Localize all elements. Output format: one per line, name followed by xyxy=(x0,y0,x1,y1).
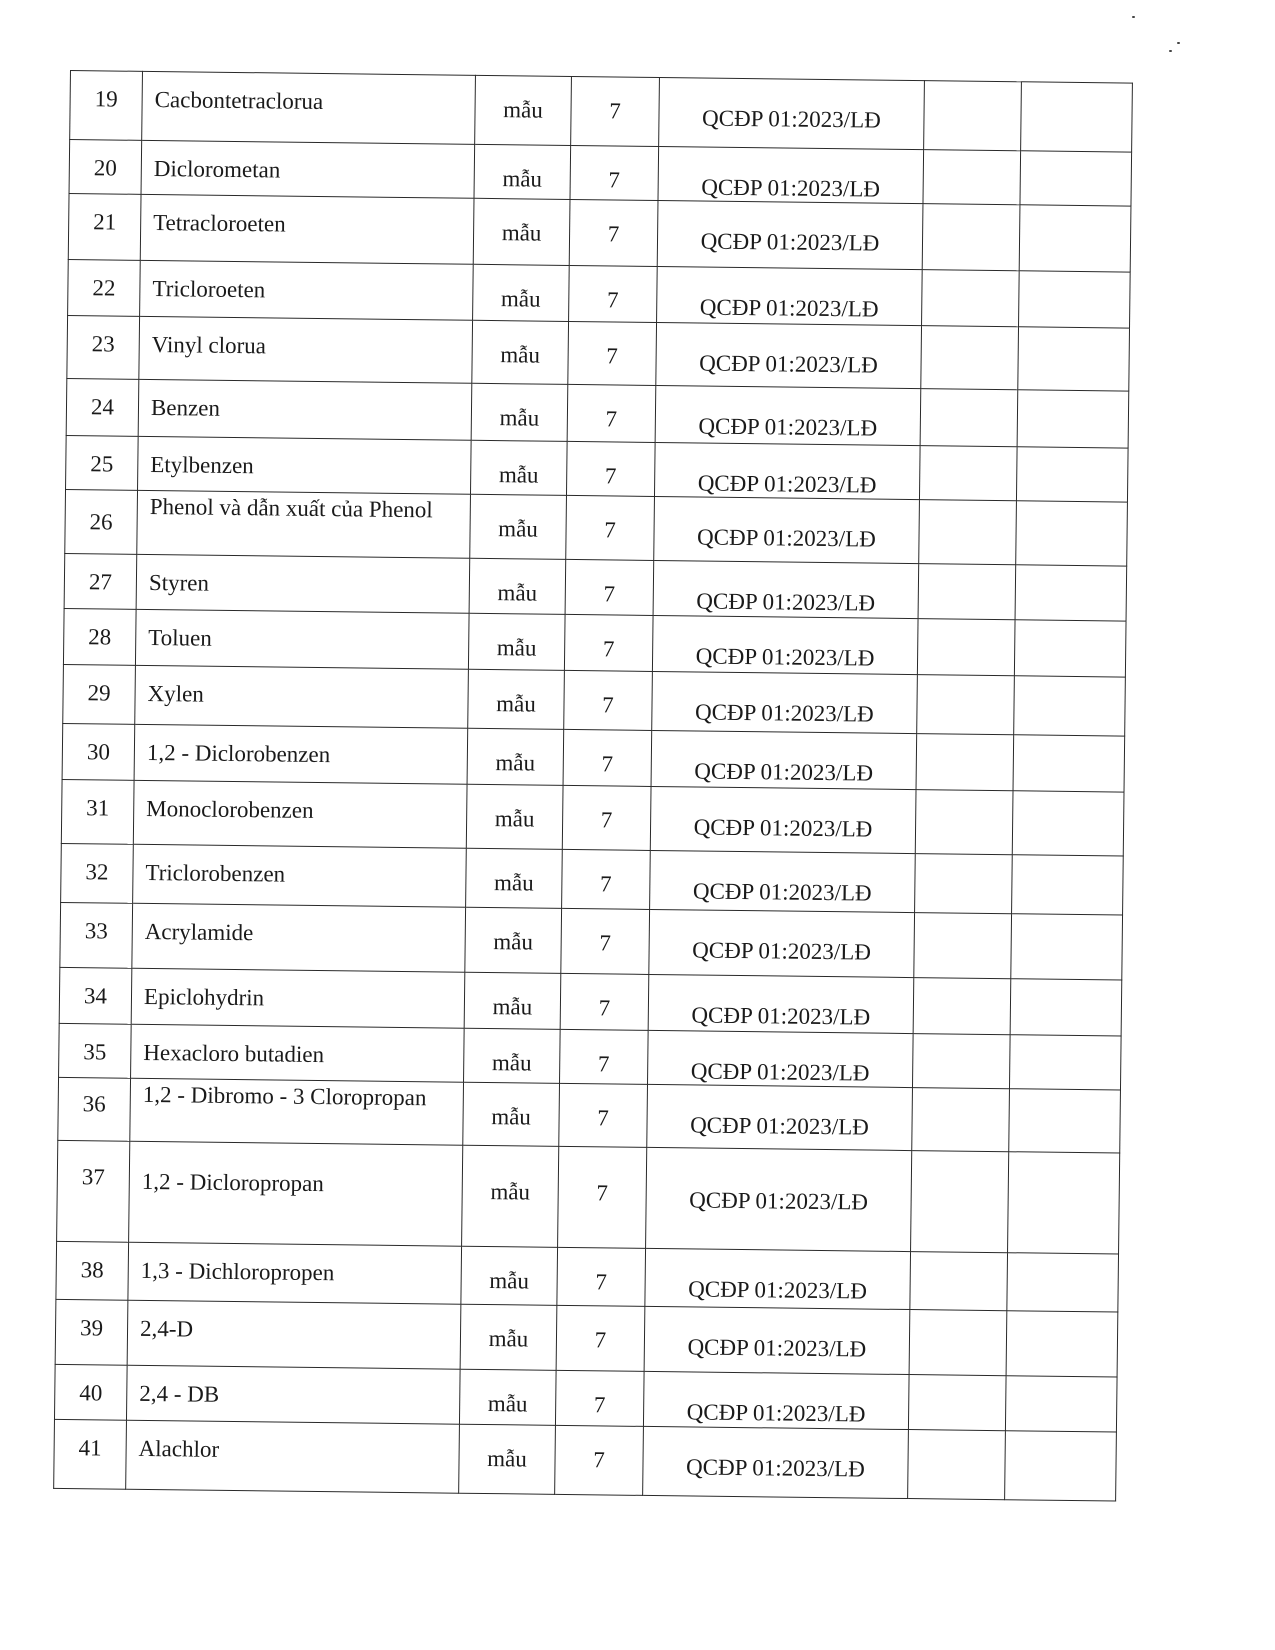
quantity-cell: 7 xyxy=(561,908,650,974)
empty-cell xyxy=(913,978,1011,1035)
row-number: 24 xyxy=(66,378,139,436)
standard-cell: QCĐP 01:2023/LĐ xyxy=(645,1248,911,1309)
standard-cell: QCĐP 01:2023/LĐ xyxy=(646,1147,912,1251)
row-number: 27 xyxy=(64,553,137,609)
quantity-cell: 7 xyxy=(566,441,655,496)
empty-cell xyxy=(1015,565,1127,621)
table-row xyxy=(57,1140,1120,1254)
standard-cell: QCĐP 01:2023/LĐ xyxy=(657,266,923,325)
row-number: 21 xyxy=(68,193,141,260)
empty-cell xyxy=(1013,735,1125,792)
unit-cell: mẫu xyxy=(474,144,571,199)
parameter-name: 1,2 - Dicloropropan xyxy=(129,1141,463,1246)
empty-cell xyxy=(923,150,1021,205)
parameter-name: Toluen xyxy=(135,609,469,669)
empty-cell xyxy=(908,1375,1006,1431)
table-row xyxy=(54,1419,1117,1501)
empty-cell xyxy=(909,1310,1007,1376)
quantity-cell: 7 xyxy=(566,495,655,560)
empty-cell xyxy=(915,790,1013,855)
parameter-name: Epiclohydrin xyxy=(131,968,465,1028)
empty-cell xyxy=(922,270,1020,327)
empty-cell xyxy=(1021,82,1133,152)
empty-cell xyxy=(1016,501,1128,566)
quantity-cell: 7 xyxy=(563,729,652,786)
row-number: 23 xyxy=(67,315,140,379)
quantity-cell: 7 xyxy=(560,1029,649,1084)
parameter-name: Alachlor xyxy=(126,1420,460,1493)
standard-cell: QCĐP 01:2023/LĐ xyxy=(658,146,924,203)
empty-cell xyxy=(1019,205,1131,272)
row-number: 31 xyxy=(61,779,134,844)
table-row xyxy=(68,193,1131,272)
standard-cell: QCĐP 01:2023/LĐ xyxy=(652,671,918,733)
row-number: 34 xyxy=(59,967,132,1024)
quantity-cell: 7 xyxy=(570,145,659,200)
standard-cell: QCĐP 01:2023/LĐ xyxy=(654,442,920,499)
parameter-table-container xyxy=(53,70,1132,1502)
standard-cell: QCĐP 01:2023/LĐ xyxy=(643,1426,909,1498)
row-number: 35 xyxy=(59,1023,132,1078)
empty-cell xyxy=(917,619,1015,676)
empty-cell xyxy=(915,854,1013,914)
empty-cell xyxy=(919,500,1017,565)
scan-speck xyxy=(1177,42,1180,44)
unit-cell: mẫu xyxy=(469,558,566,614)
quantity-cell: 7 xyxy=(562,785,651,850)
parameter-name: Hexacloro butadien xyxy=(131,1024,465,1082)
unit-cell: mẫu xyxy=(464,1028,561,1083)
parameter-name: Styren xyxy=(136,554,470,613)
standard-cell: QCĐP 01:2023/LĐ xyxy=(652,615,918,674)
row-number: 36 xyxy=(58,1077,131,1141)
quantity-cell: 7 xyxy=(564,670,653,730)
row-number: 38 xyxy=(56,1241,129,1300)
row-number: 39 xyxy=(55,1299,128,1365)
parameter-name: Tetracloroeten xyxy=(140,194,474,264)
empty-cell xyxy=(922,204,1020,271)
standard-cell: QCĐP 01:2023/LĐ xyxy=(649,909,915,977)
unit-cell: mẫu xyxy=(462,1145,559,1247)
empty-cell xyxy=(1014,620,1126,677)
empty-cell xyxy=(1008,1152,1120,1254)
unit-cell: mẫu xyxy=(473,198,570,265)
quantity-cell: 7 xyxy=(555,1370,644,1426)
standard-cell: QCĐP 01:2023/LĐ xyxy=(651,730,917,789)
quantity-cell: 7 xyxy=(564,614,653,671)
row-number: 28 xyxy=(63,608,136,665)
empty-cell xyxy=(1020,151,1132,206)
unit-cell: mẫu xyxy=(466,784,563,849)
empty-cell xyxy=(1009,1089,1121,1153)
parameter-name: Monoclorobenzen xyxy=(133,780,467,848)
table-row xyxy=(70,71,1133,153)
empty-cell xyxy=(919,446,1017,501)
unit-cell: mẫu xyxy=(473,264,570,321)
parameter-table xyxy=(53,70,1133,1502)
unit-cell: mẫu xyxy=(470,440,567,495)
parameter-name: Benzen xyxy=(138,379,472,440)
quantity-cell: 7 xyxy=(569,199,658,266)
row-number: 26 xyxy=(65,489,138,554)
unit-cell: mẫu xyxy=(468,669,565,729)
empty-cell xyxy=(1010,979,1122,1036)
standard-cell: QCĐP 01:2023/LĐ xyxy=(650,786,916,853)
parameter-name: Etylbenzen xyxy=(138,436,472,494)
parameter-name: Phenol và dẫn xuất của Phenol xyxy=(137,490,471,558)
unit-cell: mẫu xyxy=(471,383,568,441)
quantity-cell: 7 xyxy=(555,1425,644,1495)
empty-cell xyxy=(1019,271,1131,328)
unit-cell: mẫu xyxy=(459,1369,556,1425)
standard-cell: QCĐP 01:2023/LĐ xyxy=(650,850,916,912)
row-number: 32 xyxy=(61,843,134,903)
standard-cell: QCĐP 01:2023/LĐ xyxy=(653,560,919,618)
quantity-cell: 7 xyxy=(556,1305,645,1371)
standard-cell: QCĐP 01:2023/LĐ xyxy=(657,200,923,269)
empty-cell xyxy=(912,1034,1010,1089)
standard-cell: QCĐP 01:2023/LĐ xyxy=(644,1306,910,1374)
empty-cell xyxy=(910,1252,1008,1311)
empty-cell xyxy=(917,675,1015,735)
parameter-name: Cacbontetraclorua xyxy=(142,71,476,144)
standard-cell: QCĐP 01:2023/LĐ xyxy=(648,974,914,1033)
standard-cell: QCĐP 01:2023/LĐ xyxy=(643,1371,909,1429)
standard-cell: QCĐP 01:2023/LĐ xyxy=(656,322,922,388)
unit-cell: mẫu xyxy=(467,728,564,785)
row-number: 29 xyxy=(63,664,136,724)
parameter-name: 1,3 - Dichloropropen xyxy=(128,1242,462,1304)
table-body xyxy=(54,71,1133,1502)
unit-cell: mẫu xyxy=(468,613,565,670)
standard-cell: QCĐP 01:2023/LĐ xyxy=(648,1030,914,1087)
empty-cell xyxy=(1011,914,1123,980)
parameter-name: Diclorometan xyxy=(141,140,475,198)
empty-cell xyxy=(1007,1253,1119,1312)
quantity-cell: 7 xyxy=(565,559,654,615)
parameter-name: 2,4 - DB xyxy=(126,1365,460,1424)
parameter-name: 1,2 - Diclorobenzen xyxy=(134,724,468,784)
unit-cell: mẫu xyxy=(463,1082,560,1146)
parameter-name: Tricloroeten xyxy=(140,260,474,320)
empty-cell xyxy=(1016,447,1128,502)
empty-cell xyxy=(1012,791,1124,856)
empty-cell xyxy=(1014,676,1126,736)
parameter-name: Acrylamide xyxy=(132,903,466,972)
quantity-cell: 7 xyxy=(567,384,656,442)
unit-cell: mẫu xyxy=(464,972,561,1029)
empty-cell xyxy=(1006,1311,1118,1377)
empty-cell xyxy=(908,1430,1006,1500)
quantity-cell: 7 xyxy=(571,76,660,146)
empty-cell xyxy=(1018,327,1130,391)
quantity-cell: 7 xyxy=(560,973,649,1030)
standard-cell: QCĐP 01:2023/LĐ xyxy=(654,496,920,563)
parameter-name: 2,4-D xyxy=(127,1300,461,1369)
quantity-cell: 7 xyxy=(557,1247,646,1306)
standard-cell: QCĐP 01:2023/LĐ xyxy=(655,385,921,445)
empty-cell xyxy=(911,1151,1009,1253)
unit-cell: mẫu xyxy=(466,848,563,908)
unit-cell: mẫu xyxy=(460,1304,557,1370)
standard-cell: QCĐP 01:2023/LĐ xyxy=(659,77,925,149)
unit-cell: mẫu xyxy=(475,75,572,145)
empty-cell xyxy=(1012,855,1124,915)
unit-cell: mẫu xyxy=(472,320,569,384)
empty-cell xyxy=(921,326,1019,390)
empty-cell xyxy=(920,389,1018,447)
empty-cell xyxy=(1005,1431,1117,1501)
empty-cell xyxy=(916,734,1014,791)
row-number: 20 xyxy=(69,140,142,195)
unit-cell: mẫu xyxy=(470,494,567,559)
unit-cell: mẫu xyxy=(465,907,562,973)
scan-speck xyxy=(1169,50,1172,52)
row-number: 41 xyxy=(54,1419,127,1489)
row-number: 19 xyxy=(70,71,143,141)
quantity-cell: 7 xyxy=(558,1146,647,1248)
row-number: 40 xyxy=(54,1364,127,1420)
empty-cell xyxy=(912,1088,1010,1152)
parameter-name: 1,2 - Dibromo - 3 Cloropropan xyxy=(130,1078,464,1145)
unit-cell: mẫu xyxy=(459,1424,556,1494)
empty-cell xyxy=(1017,390,1129,448)
parameter-name: Triclorobenzen xyxy=(133,844,467,907)
row-number: 37 xyxy=(57,1140,130,1242)
empty-cell xyxy=(918,564,1016,620)
quantity-cell: 7 xyxy=(562,849,651,909)
quantity-cell: 7 xyxy=(568,321,657,385)
empty-cell xyxy=(924,81,1022,151)
standard-cell: QCĐP 01:2023/LĐ xyxy=(647,1084,913,1150)
row-number: 33 xyxy=(60,902,133,968)
empty-cell xyxy=(1005,1376,1117,1432)
empty-cell xyxy=(1009,1035,1121,1090)
row-number: 30 xyxy=(62,723,135,780)
row-number: 22 xyxy=(68,259,141,316)
quantity-cell: 7 xyxy=(569,265,658,322)
parameter-name: Xylen xyxy=(135,665,469,728)
parameter-name: Vinyl clorua xyxy=(139,316,473,383)
empty-cell xyxy=(914,913,1012,979)
unit-cell: mẫu xyxy=(461,1246,558,1305)
quantity-cell: 7 xyxy=(559,1083,648,1147)
scan-speck xyxy=(1132,16,1135,18)
row-number: 25 xyxy=(66,435,139,490)
